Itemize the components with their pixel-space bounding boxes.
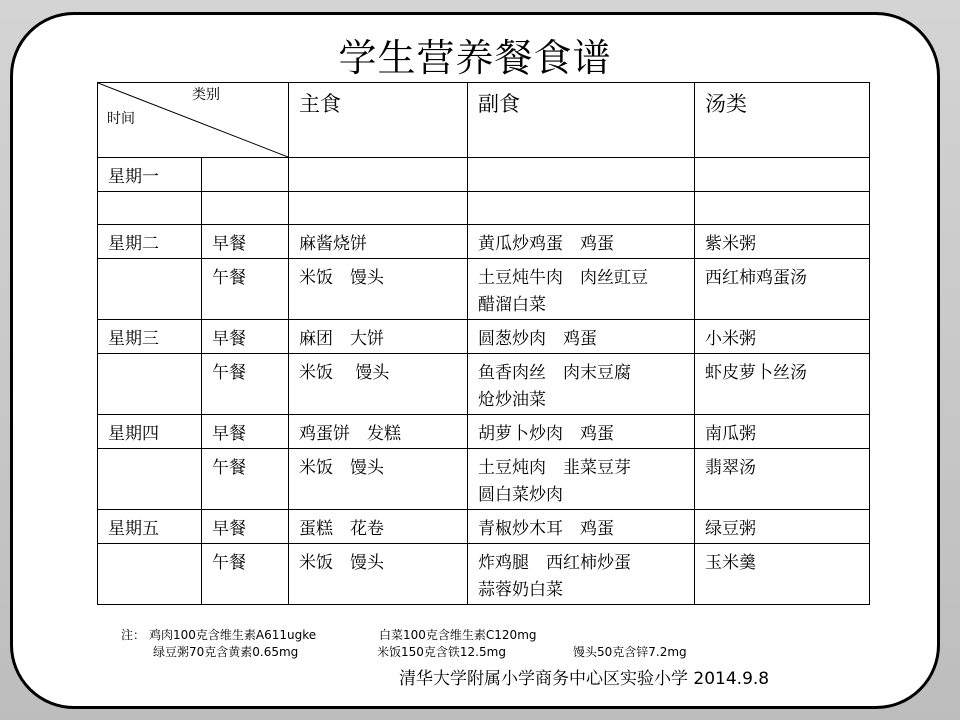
corner-time-label: 时间 [107,111,135,127]
soup-cell: 小米粥 [695,320,870,354]
meal-cell: 午餐 [202,259,289,320]
day-cell: 星期三 [98,320,202,354]
menu-row [98,415,870,449]
soup-cell: 虾皮萝卜丝汤 [695,354,870,415]
side-dish-cell: 黄瓜炒鸡蛋 鸡蛋 [468,225,695,259]
day-cell [98,192,202,225]
note-chicken: 鸡肉100克含维生素A611ugke [149,628,317,642]
menu-row [98,192,870,225]
menu-row [98,354,870,415]
header-soup: 汤类 [695,83,870,158]
notes-prefix: 注： [121,628,146,642]
corner-category-label: 类别 [192,87,220,103]
staple-cell [289,192,468,225]
staple-cell: 米饭 馒头 [289,449,468,510]
day-cell: 星期五 [98,510,202,544]
meal-cell: 早餐 [202,510,289,544]
staple-cell: 蛋糕 花卷 [289,510,468,544]
staple-cell: 麻团 大饼 [289,320,468,354]
staple-cell: 米饭 馒头 [289,544,468,605]
day-cell [98,259,202,320]
soup-cell: 翡翠汤 [695,449,870,510]
side-dish-cell: 土豆炖肉 韭菜豆芽 圆白菜炒肉 [468,449,695,510]
day-cell: 星期四 [98,415,202,449]
soup-cell: 南瓜粥 [695,415,870,449]
meal-cell: 早餐 [202,320,289,354]
staple-cell: 麻酱烧饼 [289,225,468,259]
page-title: 学生营养餐食谱 [338,36,612,80]
day-cell [98,544,202,605]
meal-cell: 早餐 [202,415,289,449]
menu-row [98,544,870,605]
menu-row [98,225,870,259]
menu-row [98,449,870,510]
header-staple: 主食 [289,83,468,158]
side-dish-cell: 圆葱炒肉 鸡蛋 [468,320,695,354]
staple-cell: 米饭 馒头 [289,354,468,415]
note-cabbage: 白菜100克含维生素C120mg [379,628,537,642]
day-cell: 星期二 [98,225,202,259]
soup-cell: 玉米羹 [695,544,870,605]
side-dish-cell [468,158,695,192]
header-side: 副食 [468,83,695,158]
corner-cell [98,83,289,158]
day-cell [98,354,202,415]
soup-cell: 绿豆粥 [695,510,870,544]
header-row [98,83,870,158]
meal-cell [202,158,289,192]
staple-cell: 米饭 馒头 [289,259,468,320]
meal-cell: 早餐 [202,225,289,259]
staple-cell: 鸡蛋饼 发糕 [289,415,468,449]
note-rice: 米饭150克含铁12.5mg [377,645,506,659]
staple-cell [289,158,468,192]
side-dish-cell: 炸鸡腿 西红柿炒蛋 蒜蓉奶白菜 [468,544,695,605]
side-dish-cell: 胡萝卜炒肉 鸡蛋 [468,415,695,449]
menu-row [98,320,870,354]
side-dish-cell [468,192,695,225]
soup-cell [695,192,870,225]
meal-cell: 午餐 [202,354,289,415]
footer-school-date: 清华大学附属小学商务中心区实验小学 2014.9.8 [399,669,770,689]
menu-row [98,510,870,544]
menu-row [98,158,870,192]
menu-table [97,82,870,605]
slide-card [10,12,940,709]
meal-cell: 午餐 [202,449,289,510]
side-dish-cell: 土豆炖牛肉 肉丝豇豆 醋溜白菜 [468,259,695,320]
soup-cell: 西红柿鸡蛋汤 [695,259,870,320]
note-mungbean: 绿豆粥70克含黄素0.65mg [153,645,299,659]
day-cell: 星期一 [98,158,202,192]
note-steamed-bun: 馒头50克含锌7.2mg [573,645,687,659]
side-dish-cell: 鱼香肉丝 肉末豆腐 炝炒油菜 [468,354,695,415]
soup-cell: 紫米粥 [695,225,870,259]
side-dish-cell: 青椒炒木耳 鸡蛋 [468,510,695,544]
soup-cell [695,158,870,192]
meal-cell [202,192,289,225]
day-cell [98,449,202,510]
menu-row [98,259,870,320]
meal-cell: 午餐 [202,544,289,605]
